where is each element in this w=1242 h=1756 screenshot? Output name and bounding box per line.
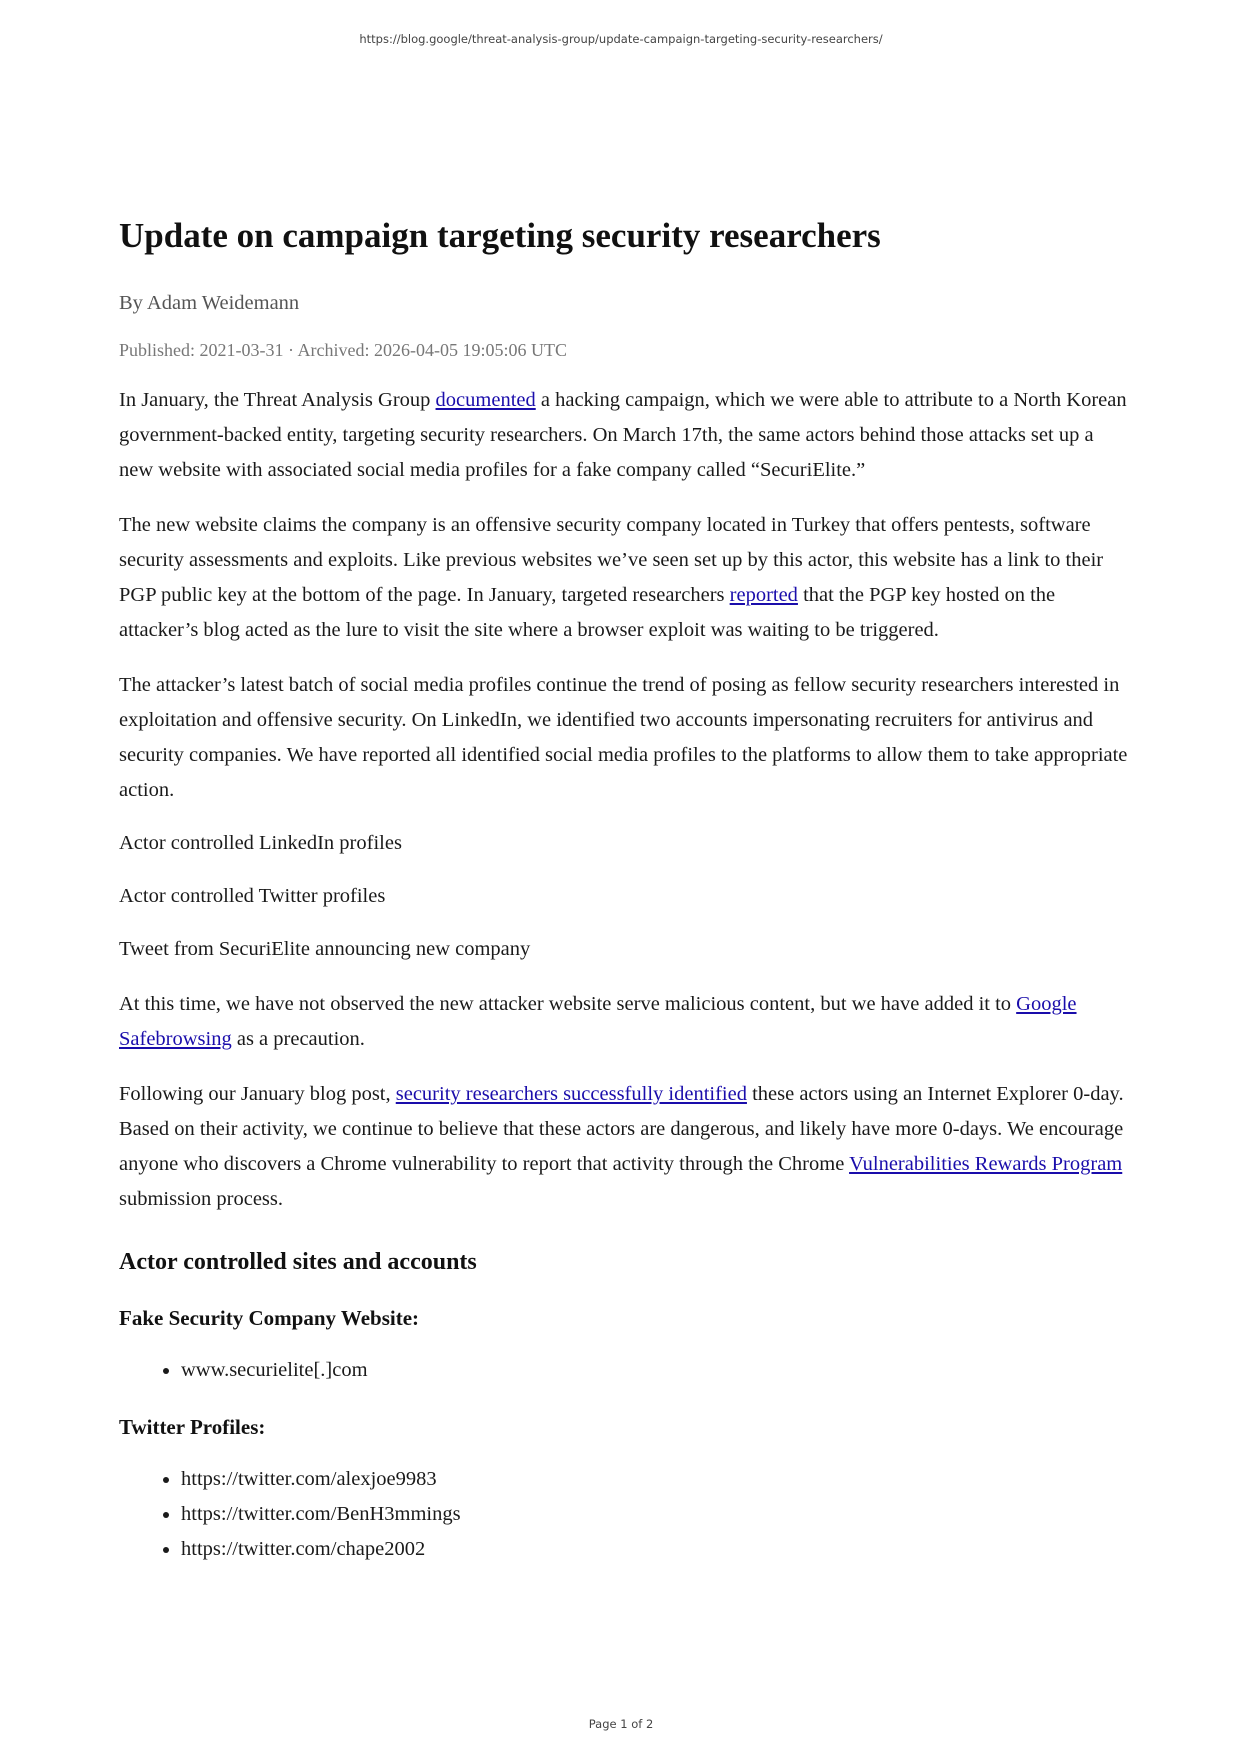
paragraph-2: The new website claims the company is an offensive security company located in Turkey that offers pentests, software security assessments and exploits. Like previous websites we’ve seen set up by this actor, this website has a link to their PGP public key at the bottom of the page. In January, targeted researchers reported that the PGP key hosted on the attacker’s blog acted as the lure to visit the site where a browser exploit was waiting to be triggered. (119, 514, 1104, 641)
list-item: • https://twitter.com/alexjoe9983 (181, 1462, 1129, 1497)
paragraph-3: The attacker’s latest batch of social media profiles continue the trend of posing as fellow security researchers interested in exploitation and offensive security. On LinkedIn, we identified two accounts impersonating recruiters for antivirus and security companies. We have reported all identified social media profiles to the platforms to allow them to take appropriate action. (119, 674, 1128, 801)
caption-twitter-profiles: Actor controlled Twitter profiles (119, 885, 386, 907)
list-item: • www.securielite[.]com (181, 1353, 1129, 1388)
website-heading: Fake Security Company Website: (119, 1306, 420, 1330)
section-heading: Actor controlled sites and accounts (119, 1249, 477, 1275)
twitter-list (119, 1462, 1129, 1567)
reported-link[interactable]: reported (729, 584, 798, 606)
website-list (119, 1353, 1129, 1388)
page-title: Update on campaign targeting security researchers (119, 216, 881, 255)
twitter-heading: Twitter Profiles: (119, 1415, 266, 1439)
vulnerabilities-rewards-link[interactable]: Vulnerabilities Rewards Program (849, 1153, 1123, 1175)
page-url: https://blog.google/threat-analysis-group/update-campaign-targeting-security-researchers/ (359, 32, 883, 46)
byline: By Adam Weidemann (119, 292, 300, 314)
page-number: Page 1 of 2 (588, 1717, 654, 1731)
caption-tweet: Tweet from SecuriElite announcing new company (119, 938, 531, 960)
paragraph-4: At this time, we have not observed the new attacker website serve malicious content, but we have added it to Google Safebrowsing as a precaution. (119, 993, 1077, 1050)
paragraph-5: Following our January blog post, security researchers successfully identified these actors using an Internet Explorer 0-day. Based on their activity, we continue to believe that these actors are dangerous, and likely have more 0-days. We encourage anyone who discovers a Chrome vulnerability to report that activity through the Chrome Vulnerabilities Rewards Program submission process. (119, 1083, 1124, 1210)
researchers-identified-link[interactable]: security researchers successfully identified (395, 1083, 747, 1105)
paragraph-1: In January, the Threat Analysis Group documented a hacking campaign, which we were able to attribute to a North Korean government-backed entity, targeting security researchers. On March 17th, the same actors behind those attacks set up a new website with associated social media profiles for a fake company called “SecuriElite.” (119, 389, 1127, 481)
caption-linkedin-profiles: Actor controlled LinkedIn profiles (119, 832, 402, 854)
list-item: • https://twitter.com/BenH3mmings (181, 1497, 1129, 1532)
article (119, 212, 1129, 1567)
google-safebrowsing-link[interactable]: Google Safebrowsing (119, 993, 1077, 1050)
documented-link[interactable]: documented (435, 389, 536, 411)
list-item: • https://twitter.com/chape2002 (181, 1532, 1129, 1567)
publish-meta: Published: 2021-03-31 · Archived: 2026-04-05 19:05:06 UTC (119, 340, 567, 360)
